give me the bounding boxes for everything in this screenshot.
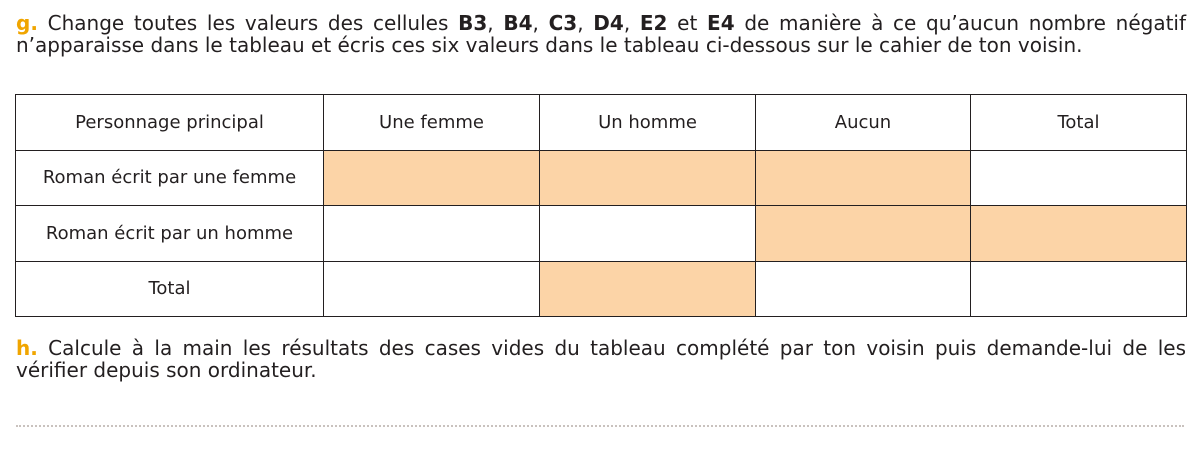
question-g-number: g. xyxy=(16,11,38,35)
header-row xyxy=(16,95,1187,151)
table-cell-c3[interactable] xyxy=(540,150,756,206)
header-total: Total xyxy=(971,95,1187,151)
separator: , xyxy=(487,11,504,35)
table-cell-b3[interactable] xyxy=(324,150,540,206)
header-personnage-principal: Personnage principal xyxy=(16,95,324,151)
table-cell-d4[interactable] xyxy=(756,206,971,262)
cell-ref-d4: D4 xyxy=(593,11,624,35)
table-cell-c4[interactable] xyxy=(540,206,756,262)
cell-ref-b4: B4 xyxy=(503,11,533,35)
row-label-roman-femme: Roman écrit par une femme xyxy=(16,150,324,206)
question-g-text-start: Change toutes les valeurs des cellules xyxy=(37,11,459,35)
data-table xyxy=(15,94,1187,317)
table-cell-e5[interactable] xyxy=(971,261,1187,317)
cell-ref-b3: B3 xyxy=(458,11,488,35)
cell-ref-e2: E2 xyxy=(639,11,668,35)
cell-ref-e4: E4 xyxy=(707,11,735,35)
question-h xyxy=(16,337,1186,381)
question-h-number: h. xyxy=(16,336,38,360)
question-g xyxy=(16,12,1186,56)
question-h-text: Calcule à la main les résultats des cases vides du tableau complété par ton voisin puis demande-lui de les vérifier depuis son ordinateur. xyxy=(16,336,1186,382)
row-label-total: Total xyxy=(16,261,324,317)
header-aucun: Aucun xyxy=(756,95,971,151)
table-cell-d5[interactable] xyxy=(756,261,971,317)
table-row xyxy=(16,206,1187,262)
table-cell-b5[interactable] xyxy=(324,261,540,317)
conjunction: et xyxy=(667,11,708,35)
table-cell-e4[interactable] xyxy=(971,206,1187,262)
separator: , xyxy=(623,11,640,35)
table-cell-e3[interactable] xyxy=(971,150,1187,206)
table-row xyxy=(16,261,1187,317)
answer-line[interactable] xyxy=(16,425,1184,427)
table-cell-b4[interactable] xyxy=(324,206,540,262)
table-row xyxy=(16,150,1187,206)
question-g-text-end: de manière à ce qu’aucun nombre négatif n’apparaisse dans le tableau et écris ces six valeurs dans le tableau ci-dessous sur le cahier de ton voisin. xyxy=(16,11,1187,57)
separator: , xyxy=(532,11,549,35)
table-cell-c5[interactable] xyxy=(540,261,756,317)
header-une-femme: Une femme xyxy=(324,95,540,151)
table-cell-d3[interactable] xyxy=(756,150,971,206)
separator: , xyxy=(577,11,594,35)
row-label-roman-homme: Roman écrit par un homme xyxy=(16,206,324,262)
header-un-homme: Un homme xyxy=(540,95,756,151)
cell-ref-c3: C3 xyxy=(548,11,578,35)
